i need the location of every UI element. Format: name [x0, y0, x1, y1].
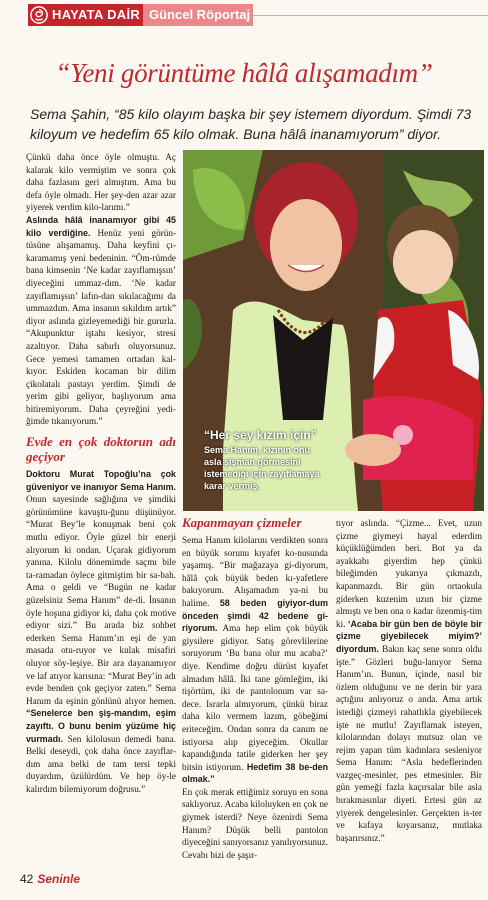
column-2 — [182, 515, 328, 861]
bold-quote: ‘Acaba bir gün ben de böyle bir çizme giyebilecek miyim?’ diyordum. — [336, 618, 482, 654]
page-number: 42 — [20, 872, 34, 886]
paragraph: tıyor aslında. “Çizme... Evet, uzun çizme giymeyi hayal ederdim küçüklüğümden beri. Bot ya da ayakkabı giyerdim hep çünkü bileğimden yukarıya çıkmazdı, kapanmazdı. Bir gün ortaokula giderken kuzenim uzun bir çizme almıştı ve ben ona o kadar özenmiş-tim ki. — [336, 518, 482, 629]
section-title: HAYATA DAİR — [52, 7, 141, 22]
bold-quote: Hedefim 38 be-den olmak.” — [182, 761, 328, 785]
bold-quote: Doktoru Murat Topoğlu’na çok güveniyor ve inanıyor Sema Hanım. — [26, 469, 176, 492]
article-headline: “Yeni görüntüme hâlâ alışamadım” — [55, 58, 433, 88]
subheading: Kapanmayan çizmeler — [182, 515, 302, 530]
photo-caption — [204, 428, 324, 492]
subheading: Evde en çok doktorun adı geçiyor — [26, 434, 176, 465]
header-rule — [253, 15, 488, 16]
caption-text: Sema Hanım, kızının onu asla şişman görmesini istemediği için zayıflamaya karar vermiş. — [204, 445, 320, 491]
paragraph: Sen kilolusun demedi bana. Belki deseydi, çok daha önce zayıflar-dım ama belki de tam tersi tepki duyardım, üzülürdüm. Ve hep öy-le kalırdım bilemiyorum doğrusu.” — [26, 733, 177, 794]
paragraph: Bakın kaç sene sonra oldu işte.” Gözleri buğu-lanıyor Sema Hanım’ın. Bunun, içinde, nasıl bir özlem olduğunu ve ne derin bir yara açtığını anlıyoruz o anda. Ama artık istediği çizmeyi rahatlıkla giyebilecek işte ne mutlu! Zayıflamak isteyen, kilolarından dolayı mutsuz olan ve rejim yapan tüm kadınlara sesleniyor Sema Hanım: “Asla hedeflerinden vazgeç-mesinler, pes etmesinler. Bir gün yemeği fazla kaçırsalar bile asla bırakmasınlar diyeti. Ertesi gün az yiyerek dengelesinler. Gerçekten is-ter ve kafaya koyarsanız, mutlaka başarırsınız.” — [336, 643, 482, 843]
bold-quote: 58 beden giyiyor-dum önceden şimdi 42 bedene gi-riyorum. — [182, 597, 328, 634]
page-footer — [20, 872, 80, 886]
column-3 — [336, 517, 482, 844]
article-lead: Sema Şahin, “85 kilo olayım başka bir şey istemem diyordum. Şimdi 73 kiloyum ve hedefim 65 kilo olmak. Buna hâlâ inanamıyorum” diyor. — [30, 106, 472, 142]
paragraph: Onun sayesinde sağlığına ve şimdiki görünümüne kavuştu-ğunu düşünüyor. “Murat Bey’le konuşmak beni çok mutlu ediyor. Öyle güzel bir enerji alıyorum ki ondan. Uçarak gidiyorum yanına. Kilolu dönemimde saçmı bile ta-ramadan öylece gitmiştim bir sa-bah. Ama o geldi ve “Bugün ne kadar güzelsiniz Sema Hanım” de-di. İnsanın öyle hoşuna gidiyor ki, daha çok motive ediyor sizi.” Bu arada biz sohbet ederken Sema Hanım’ın eşi de yan masada otu-ruyor ve kulak misafiri oluyor söy-leşiye. Bir ara dayanamıyor ve laf atıyor karısına: “Murat Bey’in adı evde benden çok geçiyor zaten.” Sema Hanım da eşinin gönlünü alıyor hemen. — [26, 494, 176, 706]
caption-quote: “Her şey kızım için” — [204, 428, 317, 442]
paragraph: Ama hep elim çok büyük giysilere gidiyor. Satış görevlilerine soruyorum ‘Bu bana olur mu acaba?’ diye. Kendime doğru dürüst kıyafet almadım hâlâ. İki tane gömleğim, iki tişörtüm, iki de pantolonum var sa-dece. Israrla almıyorum, çünkü biraz daha kilo vermem lazım, göbeğimi eriteceğim. Ondan sonra da canım ne istiyorsa alıp giyeceğim. Okullar kapandığında tatile giderken her şey bitsin istiyorum. — [182, 623, 328, 772]
column-1 — [26, 151, 176, 796]
paragraph: En çok merak ettiğimiz soruyu en sona saklıyoruz. Acaba kiloluyken en çok ne giymek isterdi? Neye özenirdi Sema Hanım? Düşük belli pantolon diyeceğini sanıyorsanız yanılıyorsunuz. Cevabı bizi de şaşır- — [182, 786, 328, 860]
paragraph: Henüz yeni görün-tüsüne alışamamış. Daha keyfini çı-karamamış yeni bedeninin. “Öm-rümde bana kimsenin ‘Ne kadar zayıflamışsın’ diyeceğini ummaz-dım. ‘Ne kadar zayıflamışsın’ lafın-dan sıkılacağımı da ummazdım. Ama insanın sıkıldım artık” diyor aslında gizleyemediği bir gururla. “Akupunktur iştahı kesiyor, stresi azaltıyor. Daha sabırlı oluyorsunuz. Gece yemesi tamamen ortadan kal-kıyor. Eskiden kocaman bir dilim çikolatalı pastayı yerdim. Şimdi de yerim gibi geliyor, başlıyorum ama bitiremiyorum. Daha çeyreğini yedi-ğimde tıkanıyorum.” — [26, 227, 176, 427]
rose-icon — [30, 6, 48, 24]
bold-quote: “Senelerce ben şiş-mandım, eşim zayıftı. O bunu benim yüzüme hiç vurmadı. — [26, 708, 176, 744]
paragraph: Sema Hanım kilolarını verdikten sonra en büyük sorunu kıyafet ko-nusunda yaşamış. “Bir mağazaya gi-diyorum, hâlâ çok büyük beden kı-yafetlere bakıyorum. Alışamadım ya-ni bu halime. — [182, 535, 328, 608]
bold-quote: Aslında hâlâ inanamıyor gibi 45 kilo verdiğine. — [26, 214, 176, 238]
magazine-brand: Seninle — [37, 872, 81, 886]
section-header — [0, 0, 488, 30]
paragraph: Çünkü daha önce öyle olmuştu. Aç kalarak kilo vermiştim ve sonra çok daha fazlasını geri almıştım. Ama bu defa öyle olmadı. Her şey-den azar azar yiyerek verdim kilo-larımı.” — [26, 152, 176, 213]
subsection-title: Güncel Röportaj — [149, 7, 251, 22]
